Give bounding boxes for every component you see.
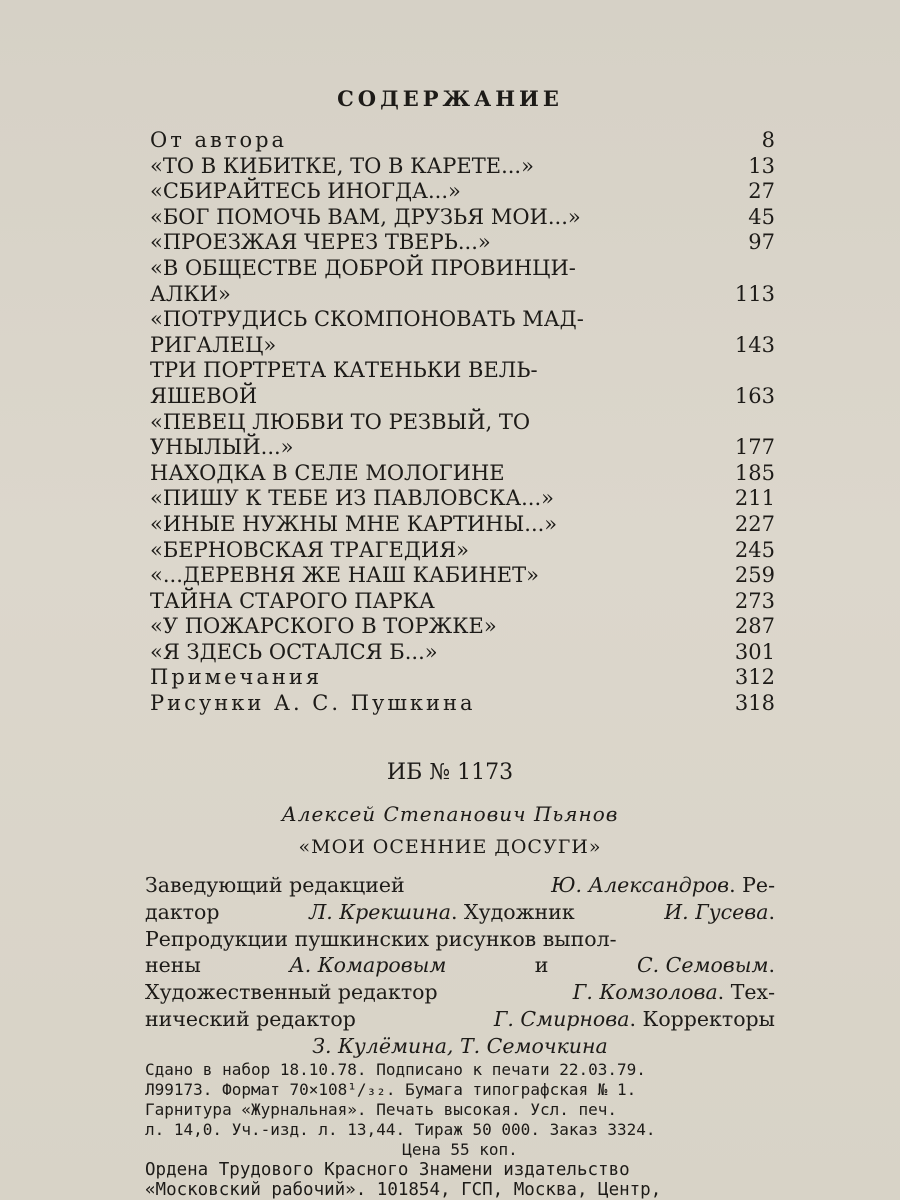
credit-role: нены [145, 953, 201, 978]
credit-role: дактор [145, 899, 220, 924]
credit-role: . [768, 953, 775, 978]
toc-entry [150, 358, 775, 409]
toc-entry-title: ТРИ ПОРТРЕТА КАТЕНЬКИ ВЕЛЬ- ЯШЕВОЙ [150, 358, 538, 408]
toc-entry-page: 211 [734, 486, 775, 511]
toc-entry-title: «В ОБЩЕСТВЕ ДОБРОЙ ПРОВИНЦИ- АЛКИ» [150, 255, 576, 306]
toc-entry [150, 154, 775, 180]
contents-heading: СОДЕРЖАНИЕ [337, 86, 563, 111]
credit-person: З. Кулёмина, Т. Семочкина [312, 1033, 608, 1058]
toc-entry-page: 163 [734, 383, 775, 408]
toc-entry-page: 143 [734, 332, 775, 357]
toc-entry-page: 113 [734, 281, 775, 306]
imprint-line: Гарнитура «Журнальная». Печать высокая. Усл. печ. [145, 1100, 618, 1119]
toc-entry [150, 179, 775, 205]
toc-entry-title: «БОГ ПОМОЧЬ ВАМ, ДРУЗЬЯ МОИ...» [150, 204, 581, 229]
credit-person: И. Гусева [664, 899, 769, 924]
toc-entry [150, 538, 775, 564]
credit-person: Г. Комзолова [572, 980, 718, 1005]
credit-line [145, 899, 775, 926]
toc-entry [150, 589, 775, 615]
toc-entry-title: «БЕРНОВСКАЯ ТРАГЕДИЯ» [150, 537, 470, 562]
toc-entry [150, 640, 775, 666]
toc-entry [150, 563, 775, 589]
toc-entry-title: Рисунки А. С. Пушкина [150, 691, 476, 716]
book-title: «МОИ ОСЕННИЕ ДОСУГИ» [298, 836, 602, 858]
toc-entry-title: От автора [150, 128, 288, 152]
toc-entry-page: 259 [734, 563, 775, 588]
toc-entry-title: ТАЙНА СТАРОГО ПАРКА [150, 588, 435, 613]
imprint-line: л. 14,0. Уч.-изд. л. 13,44. Тираж 50 000. Заказ 3324. [145, 1120, 656, 1139]
author-name: Алексей Степанович Пьянов [281, 802, 619, 826]
toc-entry-page: 13 [748, 153, 775, 178]
toc-entry-page: 97 [748, 230, 775, 255]
credit-line [145, 872, 775, 899]
credit-role: и [534, 953, 549, 978]
toc-entry-page: 287 [734, 614, 775, 639]
credit-role: . Корректоры [629, 1006, 775, 1031]
toc-entry [150, 486, 775, 512]
toc-entry-title: «ПРОЕЗЖАЯ ЧЕРЕЗ ТВЕРЬ...» [150, 230, 491, 255]
toc-entry [150, 691, 775, 717]
credit-role: . [768, 899, 775, 924]
table-of-contents [150, 128, 775, 717]
toc-entry [150, 614, 775, 640]
toc-entry-title: «ПОТРУДИСЬ СКОМПОНОВАТЬ МАД- РИГАЛЕЦ» [150, 307, 584, 357]
toc-entry-title: «У ПОЖАРСКОГО В ТОРЖКЕ» [150, 614, 497, 639]
credit-line [145, 926, 775, 953]
editorial-credits [145, 872, 775, 1060]
toc-entry [150, 256, 775, 307]
imprint-details [145, 1060, 775, 1200]
toc-entry-page: 245 [734, 537, 775, 562]
credit-person: Ю. Александров [551, 873, 730, 897]
credit-line [145, 952, 775, 979]
toc-entry-page: 312 [734, 665, 775, 690]
credit-role: Репродукции пушкинских рисунков выпол- [145, 926, 617, 951]
publisher-line: «Московский рабочий». 101854, ГСП, Москва, Центр, [145, 1180, 662, 1200]
credit-line [145, 979, 775, 1006]
toc-entry [150, 665, 775, 691]
publisher-line: Ордена Трудового Красного Знамени издательство [145, 1160, 630, 1180]
imprint-line: Л99173. Формат 70×108¹/₃₂. Бумага типографская № 1. [145, 1080, 637, 1099]
credit-role: . Художник [450, 899, 575, 924]
credit-role: Художественный редактор [145, 980, 438, 1005]
toc-entry-title: «ПИШУ К ТЕБЕ ИЗ ПАВЛОВСКА...» [150, 486, 554, 511]
toc-entry-title: «ИНЫЕ НУЖНЫ МНЕ КАРТИНЫ...» [150, 511, 558, 536]
credit-role: . Ре- [729, 873, 775, 897]
toc-entry [150, 512, 775, 538]
toc-entry-title: «ПЕВЕЦ ЛЮБВИ ТО РЕЗВЫЙ, ТО УНЫЛЫЙ...» [150, 409, 531, 460]
credit-person: С. Семовым [636, 953, 769, 978]
toc-entry-page: 45 [748, 204, 775, 229]
toc-entry-page: 318 [734, 691, 775, 716]
toc-entry-title: «Я ЗДЕСЬ ОСТАЛСЯ Б...» [150, 639, 438, 664]
credit-person: А. Комаровым [289, 953, 447, 978]
toc-entry [150, 205, 775, 231]
toc-entry-page: 8 [761, 128, 775, 152]
credit-person: Г. Смирнова [493, 1006, 630, 1031]
toc-entry-page: 27 [748, 179, 775, 204]
toc-entry [150, 410, 775, 461]
credit-role: . Тех- [717, 980, 775, 1005]
imprint-line: Сдано в набор 18.10.78. Подписано к печати 22.03.79. [145, 1060, 646, 1079]
toc-entry-page: 177 [734, 435, 775, 460]
imprint-line: Цена 55 коп. [402, 1140, 518, 1159]
toc-entry-page: 301 [734, 639, 775, 664]
credit-person: Л. Крекшина [309, 899, 451, 924]
toc-entry [150, 307, 775, 358]
toc-entry-title: Примечания [150, 665, 323, 690]
toc-entry [150, 128, 775, 154]
toc-entry-title: НАХОДКА В СЕЛЕ МОЛОГИНЕ [150, 460, 505, 485]
credit-line [145, 1033, 775, 1060]
toc-entry-title: «ТО В КИБИТКЕ, ТО В КАРЕТЕ...» [150, 153, 534, 178]
toc-entry-page: 185 [734, 460, 775, 485]
toc-entry-title: «...ДЕРЕВНЯ ЖЕ НАШ КАБИНЕТ» [150, 563, 539, 588]
credit-role: Заведующий редакцией [145, 873, 405, 897]
toc-entry-page: 273 [734, 588, 775, 613]
credit-role: нический редактор [145, 1006, 356, 1031]
ib-number: ИБ № 1173 [386, 760, 514, 785]
credit-line [145, 1006, 775, 1033]
toc-entry-title: «СБИРАЙТЕСЬ ИНОГДА...» [150, 179, 461, 204]
toc-entry [150, 461, 775, 487]
toc-entry-page: 227 [734, 511, 775, 536]
toc-entry [150, 230, 775, 256]
